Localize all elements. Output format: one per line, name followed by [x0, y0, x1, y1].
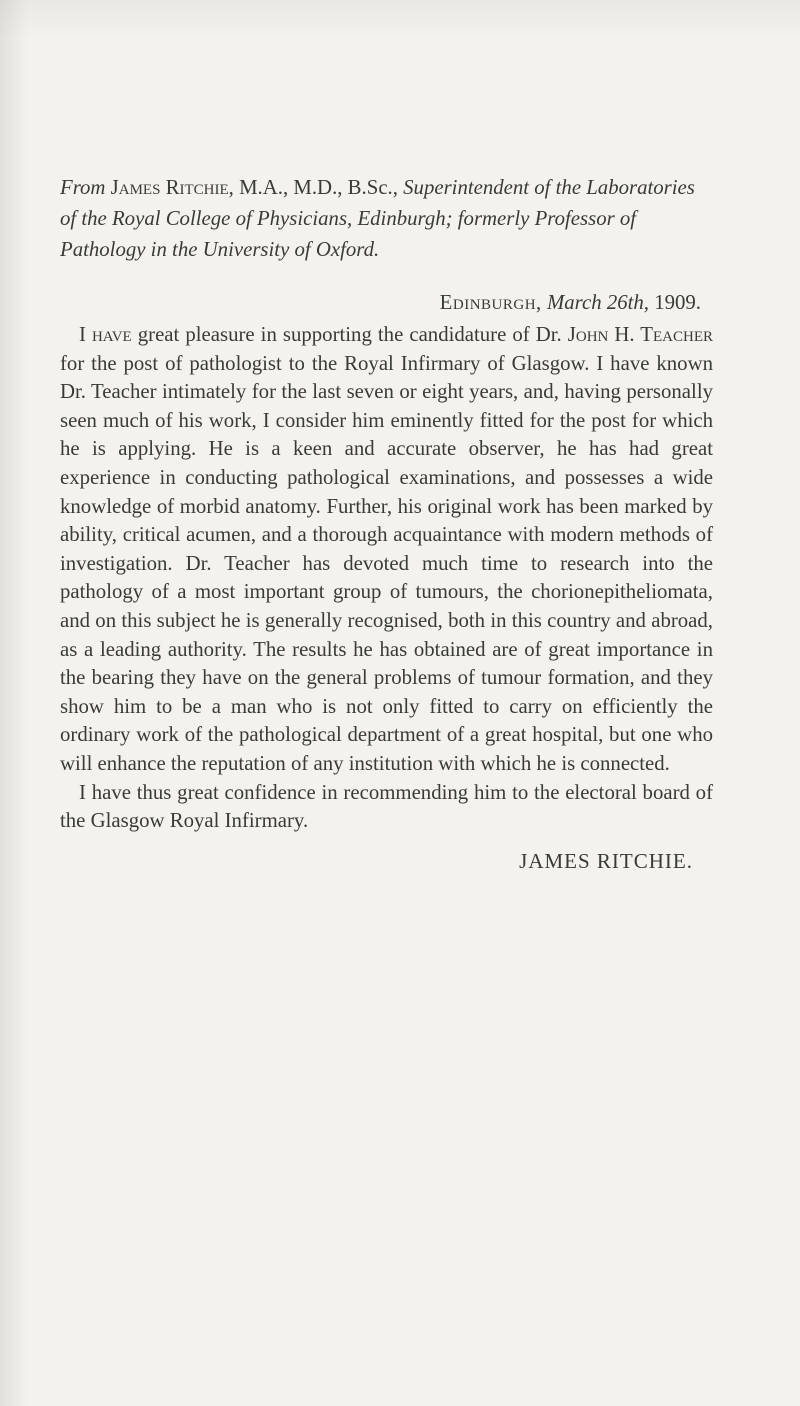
- page-edge-shadow: [0, 0, 28, 1406]
- letter-body: [60, 321, 713, 836]
- opening-word: I have: [79, 323, 132, 346]
- letter-header: [60, 172, 713, 265]
- letter-page: [60, 172, 713, 876]
- signature: JAMES RITCHIE.: [519, 848, 693, 873]
- candidate-name: John H. Teacher: [567, 323, 713, 346]
- dateline-place: Edinburgh,: [439, 291, 542, 314]
- paragraph-text-part: for the post of pathologist to the Royal Infirmary of Glasgow. I have known Dr. Teacher intimately for the last seven or eight years, and, having personally seen much of his work, I consider him eminently fitted for the post for which he is applying. He is a keen and accurate observer, he has had great experience in conducting pathological examinations, and possesses a wide knowledge of morbid anatomy. Further, his original work has been marked by ability, critical acumen, and a thorough acquaintance with modern methods of investigation. Dr. Teacher has devoted much time to research into the pathology of a most important group of tumours, the chorionepitheliomata, and on this subject he is generally recognised, both in this country and abroad, as a leading authority. The results he has obtained are of great importance in the bearing they have on the general problems of tumour formation, and they show him to be a man who is not only fitted to carry on efficiently the ordinary work of the pathological department of a great hospital, but one who will enhance the reputation of any institution with which he is connected.: [60, 351, 713, 775]
- letter-paragraph: [60, 321, 713, 779]
- dateline-date: March 26th,: [546, 291, 649, 314]
- header-degrees: M.A., M.D., B.Sc.,: [239, 176, 398, 199]
- header-author-title: Superintendent of the Laboratories of the Royal College of Physicians, Edinburgh; formerly Professor of Pathology in the University of Oxford.: [60, 176, 695, 261]
- paragraph-text-part: great pleasure in supporting the candidature of Dr.: [131, 323, 568, 346]
- dateline: [60, 289, 713, 317]
- letter-paragraph: I have thus great confidence in recommending him to the electoral board of the Glasgow Royal Infirmary.: [60, 780, 713, 833]
- header-author-name: James Ritchie,: [110, 176, 234, 199]
- dateline-year: 1909.: [654, 291, 701, 314]
- page-top-shadow: [0, 0, 800, 40]
- header-from: From: [60, 176, 106, 199]
